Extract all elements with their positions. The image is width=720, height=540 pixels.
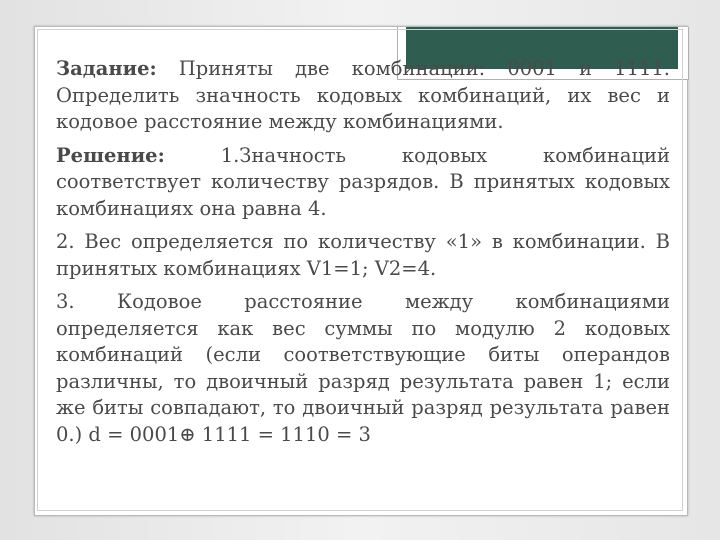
task-label: Задание: <box>56 57 157 80</box>
distance-paragraph <box>56 289 670 448</box>
weight-text: 2. Вес определяется по количеству «1» в комбинации. В принятых комбинациях V1=1; V2=4. <box>56 230 670 280</box>
weight-paragraph <box>56 229 670 282</box>
solution-text: 1.Значность кодовых комбинаций соответствует количеству разрядов. В принятых кодовых комбинациях она равна 4. <box>56 143 670 220</box>
solution-paragraph <box>56 143 670 223</box>
task-text: Приняты две комбинации: 0001 и 1111. Определить значность кодовых комбинаций, их вес и кодовое расстояние между комбинациями. <box>56 57 670 133</box>
solution-label: Решение: <box>56 143 165 167</box>
slide-content <box>56 56 670 448</box>
distance-text: 3. Кодовое расстояние между комбинациями определяется как вес суммы по модулю 2 кодовых комбинаций (если соответствующие биты операндов различны, то двоичный разряд результата равен 1; если же биты совпадают, то двоичный разряд результата равен 0.) d = 0001⊕ 1111 = 1110 = 3 <box>56 290 670 446</box>
task-paragraph <box>56 56 670 136</box>
